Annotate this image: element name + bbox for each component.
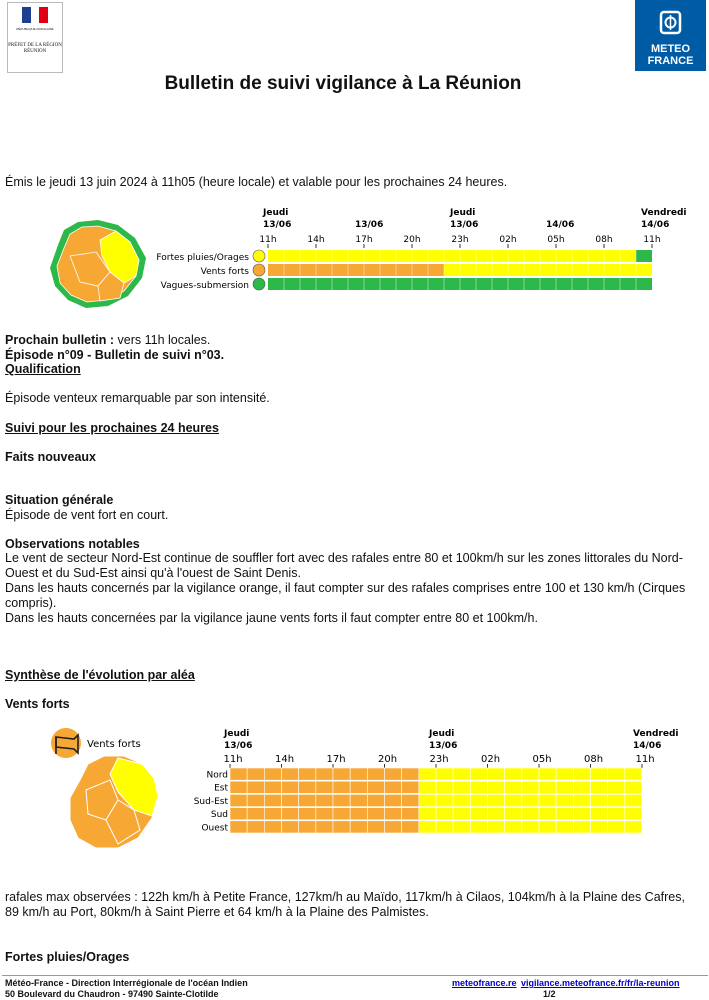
zone-hour-cell bbox=[453, 794, 470, 806]
qualification-heading: Qualification bbox=[5, 362, 81, 376]
zone-hour-cell bbox=[282, 781, 299, 793]
zone-hour-cell bbox=[436, 808, 453, 820]
zone-hour-cell bbox=[264, 781, 281, 793]
rain-storm-icon bbox=[253, 250, 265, 262]
zone-hour-cell bbox=[402, 781, 419, 793]
faits-nouveaux-heading: Faits nouveaux bbox=[5, 450, 96, 464]
zone-hour-cell bbox=[247, 794, 264, 806]
zone-hour-cell bbox=[436, 794, 453, 806]
date-label: 13/06 bbox=[263, 220, 292, 230]
hour-label: 02h bbox=[480, 754, 501, 765]
zone-hour-cell bbox=[333, 781, 350, 793]
zone-hour-cell bbox=[367, 808, 384, 820]
day-label: Vendredi bbox=[633, 729, 679, 739]
zone-hour-cell bbox=[385, 781, 402, 793]
zone-hour-cell bbox=[264, 768, 281, 780]
zone-hour-cell bbox=[316, 821, 333, 833]
zone-hour-cell bbox=[591, 781, 608, 793]
zone-hour-cell bbox=[419, 768, 436, 780]
zone-hour-cell bbox=[419, 794, 436, 806]
zone-hour-cell bbox=[316, 794, 333, 806]
zone-hour-cell bbox=[573, 794, 590, 806]
zone-hour-cell bbox=[350, 781, 367, 793]
zone-hour-cell bbox=[247, 821, 264, 833]
hazard-label: Vagues-submersion bbox=[160, 281, 249, 291]
zone-hour-cell bbox=[350, 808, 367, 820]
zone-hour-cell bbox=[470, 768, 487, 780]
hour-label: 11h bbox=[643, 235, 661, 245]
zone-hour-cell bbox=[608, 794, 625, 806]
zone-hour-cell bbox=[385, 821, 402, 833]
next-bulletin-label: Prochain bulletin : bbox=[5, 333, 115, 347]
zone-hour-cell bbox=[367, 781, 384, 793]
zone-hour-cell bbox=[539, 768, 556, 780]
zone-hour-cell bbox=[402, 821, 419, 833]
zone-hour-cell bbox=[453, 768, 470, 780]
zone-hour-cell bbox=[316, 808, 333, 820]
suivi-heading: Suivi pour les prochaines 24 heures bbox=[5, 421, 219, 435]
zone-hour-cell bbox=[333, 808, 350, 820]
zone-hour-cell bbox=[316, 781, 333, 793]
zone-hour-cell bbox=[402, 768, 419, 780]
issued-text: Émis le jeudi 13 juin 2024 à 11h05 (heure locale) et valable pour les prochaines 24 heures. bbox=[5, 175, 508, 189]
zone-hour-cell bbox=[608, 781, 625, 793]
zone-hour-cell bbox=[539, 808, 556, 820]
footer-link-vigilance[interactable]: vigilance.meteofrance.fr/fr/la-reunion bbox=[521, 978, 680, 988]
hazard-label: Vents forts bbox=[200, 267, 249, 277]
footer-address: 50 Boulevard du Chaudron - 97490 Sainte-Clotilde bbox=[5, 989, 219, 999]
zone-hour-cell bbox=[625, 781, 642, 793]
meteo-logo-line1: METEO bbox=[650, 43, 691, 55]
zone-hour-cell bbox=[625, 808, 642, 820]
hazard-label: Fortes pluies/Orages bbox=[156, 253, 249, 263]
zone-hour-cell bbox=[350, 768, 367, 780]
zone-hour-cell bbox=[591, 794, 608, 806]
day-label: Jeudi bbox=[450, 208, 476, 218]
zone-hour-cell bbox=[488, 781, 505, 793]
meteo-france-logo bbox=[635, 0, 706, 71]
situation-heading: Situation générale bbox=[5, 493, 114, 507]
date-label: 14/06 bbox=[546, 220, 575, 230]
wind-icon bbox=[253, 264, 265, 276]
zone-hour-cell bbox=[505, 781, 522, 793]
zone-hour-cell bbox=[230, 821, 247, 833]
zone-hour-cell bbox=[470, 808, 487, 820]
zone-hour-cell bbox=[264, 794, 281, 806]
zone-hour-cell bbox=[350, 794, 367, 806]
hour-label: 11h bbox=[259, 235, 277, 245]
waves-icon bbox=[253, 278, 265, 290]
zone-hour-cell bbox=[608, 768, 625, 780]
observation-line: Dans les hauts concernés par la vigilance orange, il faut compter sur des rafales comprises entre 100 et 130 km/h (Cirques compris). bbox=[5, 581, 686, 610]
zone-label: Est bbox=[214, 783, 228, 794]
footer-divider bbox=[2, 975, 708, 976]
zone-hour-cell bbox=[453, 781, 470, 793]
zone-hour-cell bbox=[333, 794, 350, 806]
vents-forts-legend: Vents forts bbox=[87, 739, 141, 750]
vigilance-segment bbox=[268, 264, 444, 276]
hour-label: 23h bbox=[451, 235, 469, 245]
date-label: 13/06 bbox=[450, 220, 479, 230]
date-label: 13/06 bbox=[355, 220, 384, 230]
page-title: Bulletin de suivi vigilance à La Réunion bbox=[164, 73, 522, 94]
zone-hour-cell bbox=[282, 808, 299, 820]
zone-hour-cell bbox=[488, 794, 505, 806]
zone-hour-cell bbox=[505, 821, 522, 833]
government-logo bbox=[7, 2, 63, 73]
vigilance-segment bbox=[444, 264, 652, 276]
hour-label: 11h bbox=[635, 754, 655, 765]
prefect-text: PRÉFET DE LA RÉGION RÉUNION bbox=[8, 43, 62, 54]
zone-hour-cell bbox=[488, 808, 505, 820]
vents-forts-headers bbox=[223, 729, 679, 768]
zone-label: Nord bbox=[206, 770, 228, 781]
zone-hour-cell bbox=[230, 781, 247, 793]
wind-legend-icon bbox=[51, 728, 81, 758]
zone-hour-cell bbox=[591, 768, 608, 780]
zone-hour-cell bbox=[264, 808, 281, 820]
zone-hour-cell bbox=[505, 794, 522, 806]
rafales-text: rafales max observées : 122h km/h à Petite France, 127km/h au Maïdo, 117km/h à Cilaos, 104km/h à la Plaine des Cafres, 89 km/h au Port, 80km/h à Saint Pierre et 64 km/h à la Plaine des Palmistes. bbox=[5, 890, 685, 919]
footer-page-number: 1/2 bbox=[543, 989, 556, 999]
observations-text bbox=[5, 551, 699, 626]
zone-hour-cell bbox=[556, 821, 573, 833]
reunion-map-vents bbox=[70, 756, 158, 848]
zone-hour-cell bbox=[299, 781, 316, 793]
hour-label: 05h bbox=[532, 754, 552, 765]
zone-hour-cell bbox=[573, 808, 590, 820]
date-label: 13/06 bbox=[224, 741, 253, 751]
zone-hour-cell bbox=[522, 794, 539, 806]
zone-label: Ouest bbox=[201, 823, 228, 834]
zone-label: Sud-Est bbox=[193, 796, 228, 807]
zone-hour-cell bbox=[556, 768, 573, 780]
zone-hour-cell bbox=[573, 821, 590, 833]
zone-hour-cell bbox=[539, 781, 556, 793]
zone-hour-cell bbox=[539, 794, 556, 806]
french-flag-icon bbox=[22, 7, 48, 23]
hour-label: 11h bbox=[223, 754, 243, 765]
zone-hour-cell bbox=[419, 821, 436, 833]
zone-hour-cell bbox=[436, 781, 453, 793]
zone-hour-cell bbox=[453, 808, 470, 820]
zone-hour-cell bbox=[591, 808, 608, 820]
zone-hour-cell bbox=[299, 808, 316, 820]
vigilance-segment bbox=[268, 250, 636, 262]
hour-label: 23h bbox=[429, 754, 449, 765]
date-label: 14/06 bbox=[641, 220, 670, 230]
hour-label: 02h bbox=[499, 235, 517, 245]
reunion-map bbox=[50, 220, 146, 308]
zone-hour-cell bbox=[625, 768, 642, 780]
zone-hour-cell bbox=[247, 781, 264, 793]
zone-hour-cell bbox=[591, 821, 608, 833]
zone-hour-cell bbox=[470, 794, 487, 806]
zone-hour-cell bbox=[505, 768, 522, 780]
zone-hour-cell bbox=[573, 781, 590, 793]
vents-forts-rows bbox=[194, 768, 642, 833]
zone-hour-cell bbox=[556, 781, 573, 793]
meteo-france-emblem-icon bbox=[635, 0, 706, 38]
zone-hour-cell bbox=[522, 808, 539, 820]
situation-text: Épisode de vent fort en court. bbox=[5, 508, 169, 522]
zone-hour-cell bbox=[522, 781, 539, 793]
day-label: Jeudi bbox=[224, 729, 250, 739]
zone-hour-cell bbox=[247, 768, 264, 780]
zone-hour-cell bbox=[436, 768, 453, 780]
zone-hour-cell bbox=[556, 794, 573, 806]
zone-hour-cell bbox=[385, 768, 402, 780]
zone-hour-cell bbox=[608, 821, 625, 833]
zone-hour-cell bbox=[625, 821, 642, 833]
zone-hour-cell bbox=[402, 794, 419, 806]
day-label: Vendredi bbox=[641, 208, 687, 218]
zone-hour-cell bbox=[282, 768, 299, 780]
zone-hour-cell bbox=[299, 821, 316, 833]
next-bulletin-value: vers 11h locales. bbox=[114, 333, 211, 347]
footer-link-meteofrance[interactable]: meteofrance.re bbox=[452, 978, 517, 988]
timeline-headers bbox=[259, 208, 686, 248]
zone-hour-cell bbox=[539, 821, 556, 833]
hour-label: 17h bbox=[355, 235, 373, 245]
zone-hour-cell bbox=[230, 794, 247, 806]
zone-hour-cell bbox=[367, 768, 384, 780]
zone-hour-cell bbox=[488, 768, 505, 780]
republic-text: RÉPUBLIQUE FRANÇAISE bbox=[16, 27, 54, 31]
date-label: 14/06 bbox=[633, 741, 662, 751]
observation-line: Dans les hauts concernées par la vigilance jaune vents forts il faut compter entre 80 et 100km/h. bbox=[5, 611, 538, 625]
zone-hour-cell bbox=[367, 821, 384, 833]
vents-forts-heading: Vents forts bbox=[5, 697, 70, 711]
zone-hour-cell bbox=[282, 794, 299, 806]
hour-label: 08h bbox=[595, 235, 613, 245]
zone-hour-cell bbox=[247, 808, 264, 820]
hour-label: 08h bbox=[583, 754, 604, 765]
day-label: Jeudi bbox=[263, 208, 289, 218]
zone-hour-cell bbox=[385, 808, 402, 820]
zone-hour-cell bbox=[230, 808, 247, 820]
zone-hour-cell bbox=[316, 768, 333, 780]
hour-label: 17h bbox=[326, 754, 346, 765]
qualification-text: Épisode venteux remarquable par son intensité. bbox=[5, 391, 270, 405]
zone-hour-cell bbox=[333, 768, 350, 780]
timeline-rows bbox=[156, 250, 652, 291]
zone-hour-cell bbox=[436, 821, 453, 833]
vigilance-segment bbox=[636, 250, 652, 262]
hour-label: 14h bbox=[274, 754, 295, 765]
zone-hour-cell bbox=[419, 781, 436, 793]
zone-hour-cell bbox=[230, 768, 247, 780]
zone-hour-cell bbox=[556, 808, 573, 820]
vents-forts-timeline bbox=[0, 720, 709, 860]
footer-org: Météo-France - Direction Interrégionale de l'océan Indien bbox=[5, 978, 248, 988]
zone-hour-cell bbox=[505, 808, 522, 820]
zone-hour-cell bbox=[625, 794, 642, 806]
meteo-logo-line2: FRANCE bbox=[647, 55, 694, 67]
zone-hour-cell bbox=[419, 808, 436, 820]
zone-hour-cell bbox=[470, 781, 487, 793]
fortes-pluies-heading: Fortes pluies/Orages bbox=[5, 950, 130, 964]
hour-label: 05h bbox=[547, 235, 565, 245]
zone-hour-cell bbox=[573, 768, 590, 780]
next-bulletin bbox=[5, 333, 699, 348]
zone-hour-cell bbox=[350, 821, 367, 833]
zone-hour-cell bbox=[264, 821, 281, 833]
observation-line: Le vent de secteur Nord-Est continue de souffler fort avec des rafales entre 80 et 100km/h sur les zones littorales du Nord-Ouest et du Sud-Est ainsi qu'à l'ouest de Saint Denis. bbox=[5, 551, 683, 580]
zone-hour-cell bbox=[608, 808, 625, 820]
date-label: 13/06 bbox=[429, 741, 458, 751]
synthese-heading: Synthèse de l'évolution par aléa bbox=[5, 668, 195, 682]
zone-hour-cell bbox=[488, 821, 505, 833]
zone-hour-cell bbox=[385, 794, 402, 806]
zone-hour-cell bbox=[470, 821, 487, 833]
zone-hour-cell bbox=[299, 794, 316, 806]
zone-hour-cell bbox=[522, 768, 539, 780]
episode-text: Épisode n°09 - Bulletin de suivi n°03. bbox=[5, 348, 225, 362]
zone-hour-cell bbox=[333, 821, 350, 833]
hour-label: 20h bbox=[377, 754, 398, 765]
zone-hour-cell bbox=[402, 808, 419, 820]
hour-label: 14h bbox=[307, 235, 325, 245]
zone-hour-cell bbox=[367, 794, 384, 806]
zone-label: Sud bbox=[210, 810, 228, 821]
zone-hour-cell bbox=[522, 821, 539, 833]
zone-hour-cell bbox=[453, 821, 470, 833]
zone-hour-cell bbox=[282, 821, 299, 833]
day-label: Jeudi bbox=[429, 729, 455, 739]
zone-hour-cell bbox=[299, 768, 316, 780]
hour-label: 20h bbox=[403, 235, 421, 245]
vigilance-timeline bbox=[0, 200, 709, 310]
observations-heading: Observations notables bbox=[5, 537, 140, 551]
